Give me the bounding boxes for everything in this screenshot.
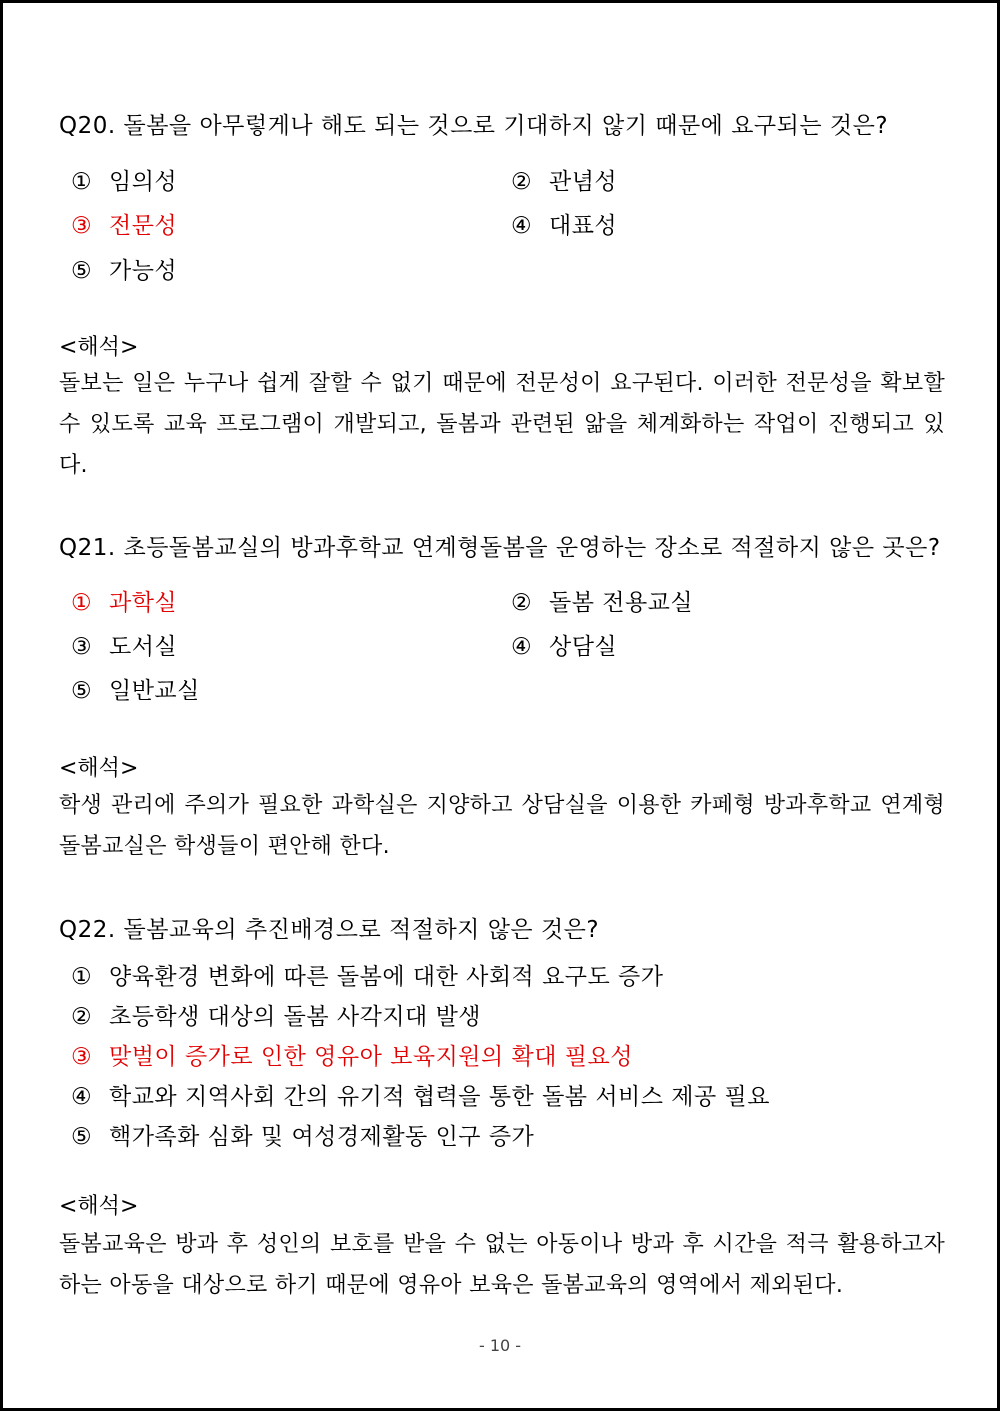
q20-explanation: 돌보는 일은 누구나 쉽게 잘할 수 없기 때문에 전문성이 요구된다. 이러한 전문성을 확보할 수 있도록 교육 프로그램이 개발되고, 돌봄과 관련된 앎을 체계화하는 작업이 진행되고 있다. <box>59 371 945 478</box>
q20-option-5-number: ⑤ <box>71 258 93 284</box>
q22-option-5-text: 핵가족화 심화 및 여성경제활동 인구 증가 <box>109 1124 535 1150</box>
q21-option-2 <box>511 584 693 617</box>
q22-option-4-number: ④ <box>71 1084 93 1110</box>
q21-option-5 <box>71 672 200 705</box>
q22-option-2-number: ② <box>71 1004 93 1030</box>
q21-explanation-label: <해석> <box>59 756 139 781</box>
q21-option-4 <box>511 628 617 661</box>
q22-explanation: 돌봄교육은 방과 후 성인의 보호를 받을 수 없는 아동이나 방과 후 시간을 적극 활용하고자 하는 아동을 대상으로 하기 때문에 영유아 보육은 돌봄교육의 영역에서 제외된다. <box>59 1232 945 1298</box>
q21-option-1-correct <box>71 584 177 617</box>
q21-option-3 <box>71 628 177 661</box>
q20-option-1-text: 임의성 <box>109 169 178 195</box>
q22-option-1 <box>71 958 663 991</box>
q20-option-5-text: 가능성 <box>109 258 178 284</box>
q20-option-4-text: 대표성 <box>549 213 618 239</box>
q22-option-5-number: ⑤ <box>71 1124 93 1150</box>
q21-option-5-text: 일반교실 <box>109 678 200 704</box>
q20-option-4 <box>511 207 617 240</box>
q21-option-2-text: 돌봄 전용교실 <box>549 590 694 616</box>
q20-option-2 <box>511 163 617 196</box>
q20-option-3-correct <box>71 207 177 240</box>
q20-option-2-number: ② <box>511 169 533 195</box>
q22-option-1-number: ① <box>71 964 93 990</box>
q22-option-2 <box>71 998 481 1031</box>
question-22: Q22. 돌봄교육의 추진배경으로 적절하지 않은 것은? <box>59 917 600 943</box>
q21-option-2-number: ② <box>511 590 533 616</box>
q21-option-4-text: 상담실 <box>549 634 618 660</box>
q21-option-1-text: 과학실 <box>109 590 178 616</box>
q22-option-3-text: 맞벌이 증가로 인한 영유아 보육지원의 확대 필요성 <box>109 1044 633 1070</box>
q21-option-4-number: ④ <box>511 634 533 660</box>
q20-option-4-number: ④ <box>511 213 533 239</box>
q20-option-2-text: 관념성 <box>549 169 618 195</box>
question-21: Q21. 초등돌봄교실의 방과후학교 연계형돌봄을 운영하는 장소로 적절하지 않은 곳은? <box>59 535 941 561</box>
q22-option-4-text: 학교와 지역사회 간의 유기적 협력을 통한 돌봄 서비스 제공 필요 <box>109 1084 770 1110</box>
q20-option-1-number: ① <box>71 169 93 195</box>
q22-option-2-text: 초등학생 대상의 돌봄 사각지대 발생 <box>109 1004 482 1030</box>
q20-option-3-text: 전문성 <box>109 213 178 239</box>
q21-option-5-number: ⑤ <box>71 678 93 704</box>
q22-option-1-text: 양육환경 변화에 따른 돌봄에 대한 사회적 요구도 증가 <box>109 964 664 990</box>
q21-option-1-number: ① <box>71 590 93 616</box>
q20-option-3-number: ③ <box>71 213 93 239</box>
q22-option-3-number: ③ <box>71 1044 93 1070</box>
q20-option-5 <box>71 252 177 285</box>
q22-option-3-correct <box>71 1038 633 1071</box>
q21-explanation: 학생 관리에 주의가 필요한 과학실은 지양하고 상담실을 이용한 카페형 방과후학교 연계형 돌봄교실은 학생들이 편안해 한다. <box>59 793 945 859</box>
page-number: - 10 - <box>478 1336 522 1355</box>
q22-option-5 <box>71 1118 534 1151</box>
q20-explanation-label: <해석> <box>59 335 139 360</box>
q21-option-3-number: ③ <box>71 634 93 660</box>
question-20: Q20. 돌봄을 아무렇게나 해도 되는 것으로 기대하지 않기 때문에 요구되는 것은? <box>59 113 889 139</box>
q20-option-1 <box>71 163 177 196</box>
q22-option-4 <box>71 1078 770 1111</box>
q22-explanation-label: <해석> <box>59 1194 139 1219</box>
q21-option-3-text: 도서실 <box>109 634 178 660</box>
